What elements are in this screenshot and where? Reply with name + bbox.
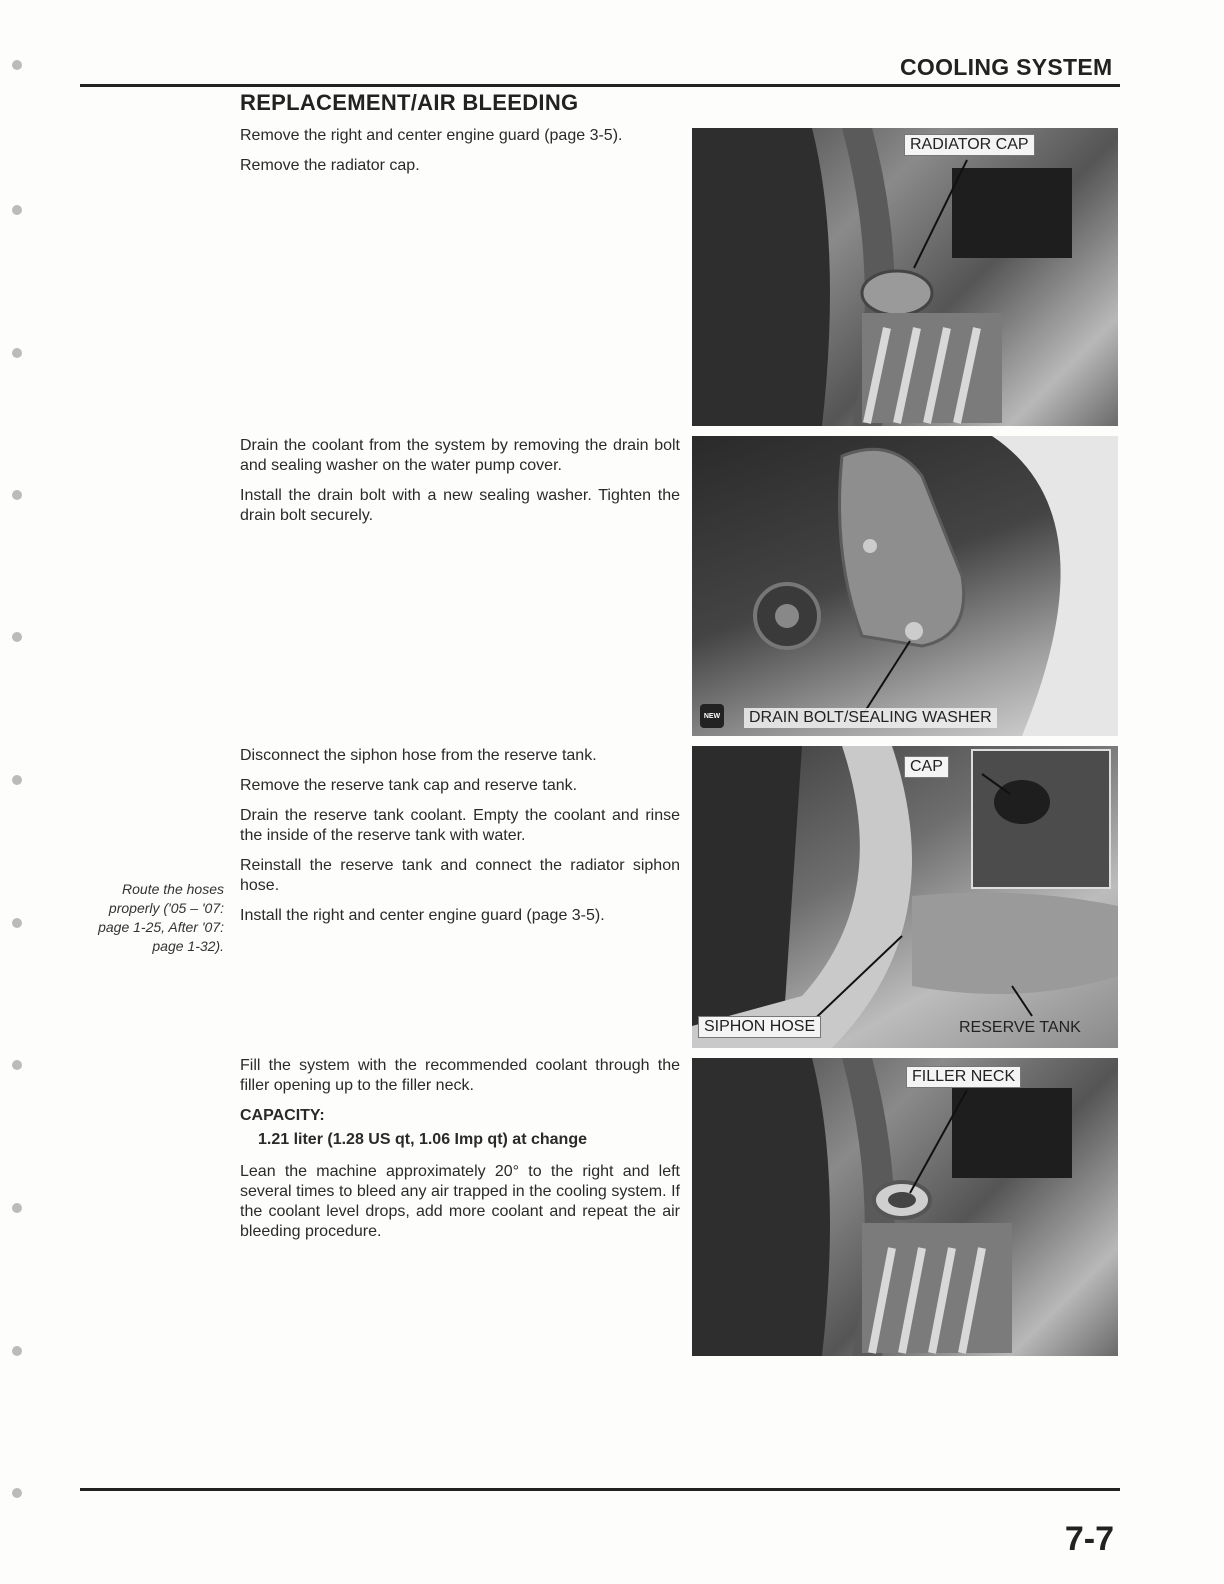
margin-note: Route the hoses properly ('05 – '07: page 1-25, After '07: page 1-32). bbox=[98, 881, 224, 954]
step-text: Install the right and center engine guard (page 3-5). bbox=[240, 907, 605, 924]
step-text: Disconnect the siphon hose from the reserve tank. bbox=[240, 747, 597, 764]
step-text: Lean the machine approximately 20° to the right and left several times to bleed any air trapped in the cooling system. If the coolant level drops, add more coolant and repeat the air bleeding procedure. bbox=[240, 1163, 680, 1240]
step-block-4 bbox=[240, 1056, 680, 1252]
callout-drain-bolt: DRAIN BOLT/SEALING WASHER bbox=[744, 708, 997, 728]
step-text: Fill the system with the recommended coolant through the filler opening up to the filler neck. bbox=[240, 1057, 680, 1094]
binder-hole bbox=[12, 1488, 22, 1498]
step-text: Drain the reserve tank coolant. Empty the coolant and rinse the inside of the reserve tank with water. bbox=[240, 807, 680, 844]
section-title: COOLING SYSTEM bbox=[900, 54, 1113, 80]
step-text: Reinstall the reserve tank and connect the radiator siphon hose. bbox=[240, 857, 680, 894]
binder-hole bbox=[12, 60, 22, 70]
page-number: 7-7 bbox=[1064, 1520, 1114, 1558]
header-rule bbox=[80, 84, 1120, 87]
callout-radiator-cap: RADIATOR CAP bbox=[904, 134, 1035, 156]
step-text: Remove the reserve tank cap and reserve tank. bbox=[240, 777, 578, 794]
step-text: Drain the coolant from the system by removing the drain bolt and sealing washer on the water pump cover. bbox=[240, 437, 680, 474]
binder-hole bbox=[12, 1060, 22, 1070]
binder-hole bbox=[12, 1203, 22, 1213]
binder-hole bbox=[12, 775, 22, 785]
binder-hole bbox=[12, 490, 22, 500]
binder-hole bbox=[12, 205, 22, 215]
step-block-3 bbox=[240, 746, 680, 936]
photo-reserve-tank bbox=[692, 746, 1118, 1048]
step-text: Remove the right and center engine guard (page 3-5). bbox=[240, 127, 623, 144]
step-text: Remove the radiator cap. bbox=[240, 157, 420, 174]
procedure-title: REPLACEMENT/AIR BLEEDING bbox=[240, 90, 579, 115]
photo-filler-neck bbox=[692, 1058, 1118, 1356]
step-text: Install the drain bolt with a new sealing washer. Tighten the drain bolt securely. bbox=[240, 487, 680, 524]
callout-filler-neck: FILLER NECK bbox=[906, 1066, 1021, 1088]
photo-drain-bolt bbox=[692, 436, 1118, 736]
step-block-2 bbox=[240, 436, 680, 536]
capacity-value: 1.21 liter (1.28 US qt, 1.06 Imp qt) at change bbox=[258, 1131, 587, 1148]
binder-hole bbox=[12, 632, 22, 642]
step-block-1 bbox=[240, 126, 680, 186]
callout-siphon-hose: SIPHON HOSE bbox=[698, 1016, 821, 1038]
binder-hole bbox=[12, 348, 22, 358]
callout-reserve-tank: RESERVE TANK bbox=[959, 1019, 1081, 1036]
new-part-badge: NEW bbox=[700, 704, 724, 728]
photo-radiator-cap bbox=[692, 128, 1118, 426]
footer-rule bbox=[80, 1488, 1120, 1491]
callout-cap: CAP bbox=[904, 756, 949, 778]
binder-hole bbox=[12, 1346, 22, 1356]
binder-hole bbox=[12, 918, 22, 928]
capacity-heading: CAPACITY: bbox=[240, 1107, 325, 1124]
